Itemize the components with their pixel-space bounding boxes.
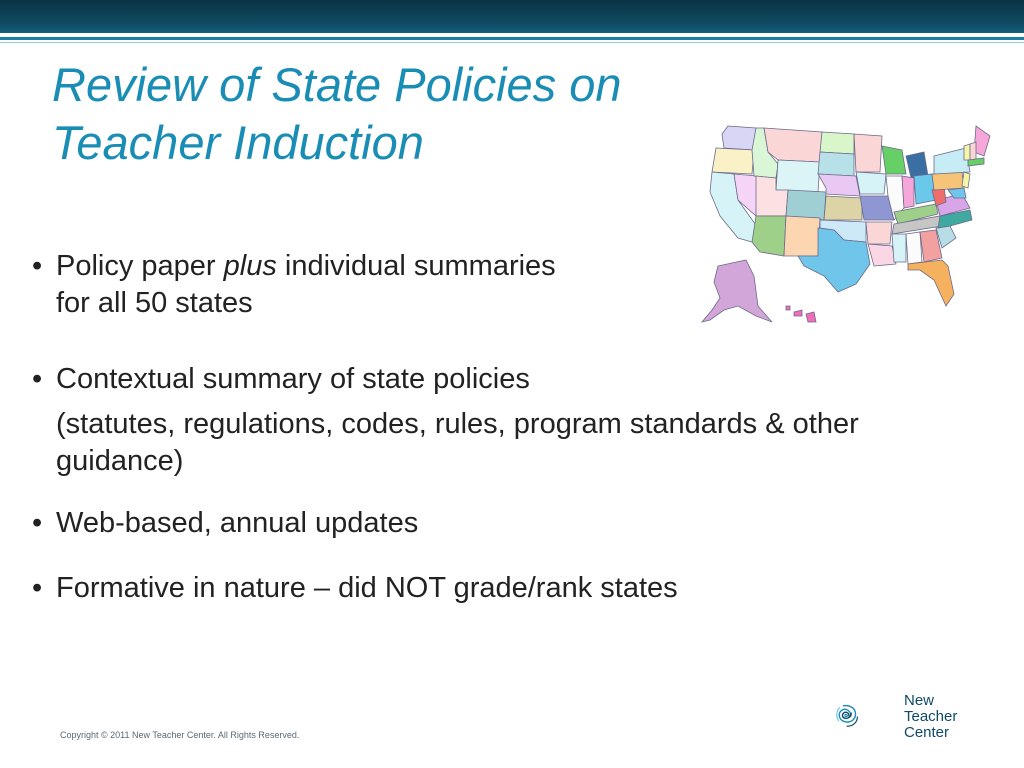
state-in [902,176,914,208]
state-la [868,244,896,266]
state-hi-3 [786,306,790,310]
slide-title-line2: Teacher Induction [52,116,424,169]
state-hi-1 [794,310,802,316]
header-rule [0,37,1024,40]
state-hi-2 [806,312,816,322]
state-nm [784,216,820,256]
bullet-text-emphasis: plus [223,250,277,282]
state-sd [818,152,854,176]
bullet-dot: • [32,363,43,395]
copyright-footer: Copyright © 2011 New Teacher Center. All Rights Reserved. [60,730,300,740]
state-or [712,148,754,174]
bullet-text [56,250,556,282]
state-nd [820,132,854,154]
state-pa [932,172,964,190]
state-co [786,190,826,220]
state-wi [882,146,906,174]
bullet-text: Formative in nature – did NOT grade/rank states [56,572,678,604]
bullet-item [32,361,982,480]
state-vt [964,144,970,160]
state-fl [908,260,954,306]
state-ak [702,260,772,322]
state-ia [856,172,886,194]
us-states-map-image [698,116,994,330]
bullet-text: Web-based, annual updates [56,507,419,539]
slide-title [52,56,772,172]
state-ms [892,234,906,262]
bullet-dot: • [32,507,43,539]
bullet-item [32,570,678,607]
state-ar [866,222,892,244]
header-rule-thin [0,42,1024,43]
bullet-item [32,505,418,542]
bullet-text: Contextual summary of state policies [56,363,530,395]
logo-line: Teacher [904,708,958,725]
new-teacher-center-logo-icon [835,690,905,742]
header-bar [0,0,1024,33]
state-ks [824,196,862,220]
slide-title-line1: Review of State Policies on [52,58,622,111]
bullet-item [32,248,556,322]
state-mt [764,128,822,162]
bullet-dot: • [32,572,43,604]
state-mn [854,134,882,172]
logo-line: Center [904,724,950,741]
state-nj [962,172,970,188]
state-me [974,126,990,156]
state-az [752,216,786,256]
logo-line: New [904,692,935,709]
bullet-text-part: individual summaries [276,250,556,282]
state-wy [776,160,820,192]
bullet-continuation: for all 50 states [56,287,253,319]
state-wa [722,126,756,150]
logo-wordmark [904,693,957,741]
state-al [906,232,922,264]
bullet-dot: • [32,250,43,282]
bullet-text-part: Policy paper [56,250,224,282]
bullet-continuation: (statutes, regulations, codes, rules, program standards & other guidance) [56,408,859,477]
state-nh [970,142,976,160]
